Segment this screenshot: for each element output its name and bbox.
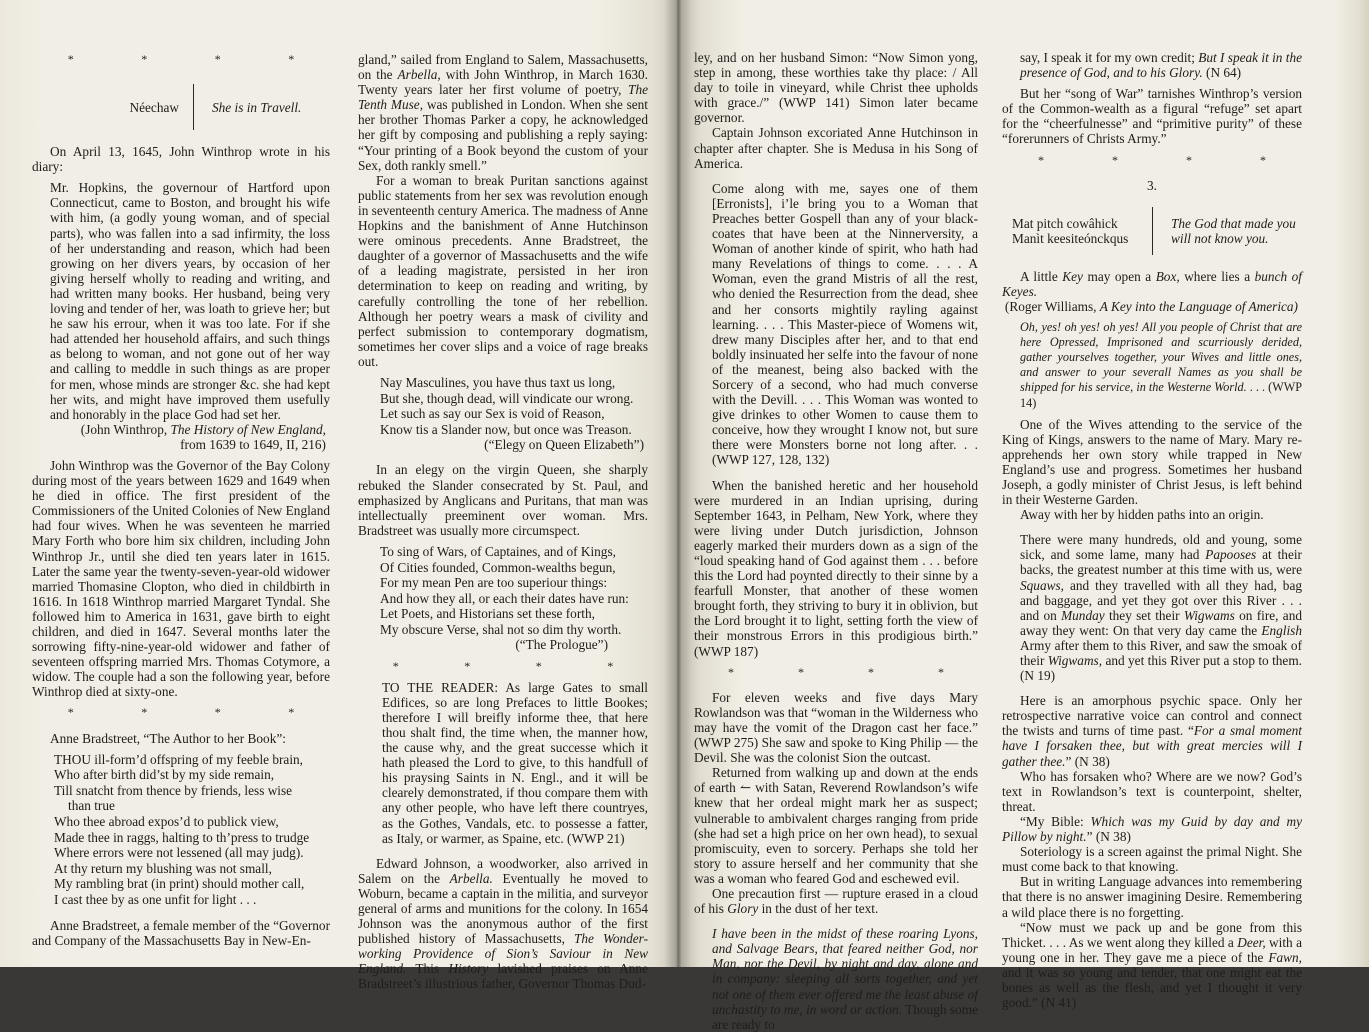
citation: (John Winthrop, The History of New England, <box>80 421 326 437</box>
paragraph: gland,” sailed from England to Salem, Massachusetts, on the Arbella, with John Winthrop, in March 1630. Twenty years later her first volume of poetry, The Tenth Muse, was published in London. When she sent her brother Thomas Parker a copy, he acknowledged her gift by composing and publishing a reply saying: “Your printing of a Book beyond the custom of your Sex, doth rankly smell.” <box>358 52 648 173</box>
glossary-entry <box>1002 207 1302 255</box>
right-column-1 <box>694 0 978 1032</box>
block-quote: Come along with me, sayes one of them [Erronists], i’le bring you to a Woman that Preaches better Gospell than any of your black-coates that have been at the Ninnerversity, a Woman of another kinde of spirit, who hath had many Revelations of things to come. . . . A Woman, even the grand Mistris of all the rest, who denied the Resurrection from the dead, shee and her consorts mightily rayling against learning. . . . This Master-piece of Womens wit, drew many Disciples after her, and to that end boldly insinuated her selfe into the favour of none of the meanest, being also backed with the Sorcery of a second, who had much converse with the Devill. . . . This Woman was wonted to give drinkes to other Women to cause them to conceive, how they wrought I know not, but sure there were Monsters borne not long after. . . (WWP 127, 128, 132) <box>712 180 978 468</box>
left-column-2 <box>358 0 648 992</box>
paragraph: In an elegy on the virgin Queen, she sharply rebuked the Slander consecrated by St. Paul, and emphasized by Anglicans and Puritans, that man was intellectually preeminent over woman. Mrs. Bradstreet was usually more circumspect. <box>358 462 648 538</box>
paragraph: For a woman to break Puritan sanctions against public statements from her sex was revolution enough in seventeenth century America. The madness of Anne Hopkins and the banishment of Anne Hutchinson were ominous precedents. Anne Bradstreet, the daughter of a governor of Massachusetts and the wife of a leading magistrate, persisted in her iron determination to keep on reading and writing, by carefully controlling the tone of her rebellion. Although her poetry wears a mask of civility and perfect submission to contemporary dogmatism, sometimes her cover slips and a voice of rage breaks out. <box>358 172 648 369</box>
glossary-native: Mat pitch cowâhick Manìt keesiteónckqus <box>1012 215 1129 246</box>
poem-verse: THOU ill-form’d offspring of my feeble brain, Who after birth did’st by my side remain, Till snatcht from thence by friends, less wise than true Who thee abroad expos’d to publick view, Made thee in raggs, halting to th’press to trudge Where errors were not lessened (all may judg). At thy return my blushing was not small, My rambling brat (in print) should mother call, I cast thee by as one unfit for light . . . <box>54 751 310 907</box>
citation: (Roger Williams, A Key into the Language of America) <box>1004 298 1298 314</box>
book-gutter-shadow <box>664 0 692 967</box>
section-break-stars: * * * * <box>67 705 295 720</box>
paragraph: When the banished heretic and her household were murdered in an Indian uprising, during September 1643, in Pelham, New York, where they were living under Dutch jurisdiction, Johnson eagerly marked their murders down as a sign of the “loud speaking hand of God against them . . . before this the Lord had poynted directly to their sinne by a fearfull Monster, that another of these women brought forth, they striving to bury it in oblivion, but the Lord brought it to light, setting forth the view of their monstrous Errors in this prodigious birth.” (WWP 187) <box>694 477 978 659</box>
paragraph: Anne Bradstreet, “The Author to her Book”: <box>50 730 286 746</box>
paragraph: For eleven weeks and five days Mary Rowlandson was that “woman in the Wilderness who may have the vomit of the Dragon cast her face.” (WWP 275) She saw and spoke to King Philip — the Devil. She was the colonist Sion the outcast. <box>694 689 978 766</box>
section-break-stars: * * * * <box>728 664 944 679</box>
citation: (“The Prologue”) <box>515 637 608 653</box>
paragraph: Soteriology is a screen against the primal Night. She must come back to that knowing. <box>1002 844 1302 875</box>
right-page <box>680 0 1369 1032</box>
left-column-1 <box>32 0 330 948</box>
section-break-stars: * * * * <box>392 658 614 673</box>
section-break-stars: * * * * <box>67 52 295 66</box>
left-page <box>0 0 680 992</box>
glossary-english: The God that made you will not know you. <box>1171 215 1296 246</box>
paragraph: But her “song of War” tarnishes Winthrop’s version of the Common-wealth as a figural “refuge” set apart for the “cheerfulnesse” and “primitive purity” of these “forerunners of Christs Army.” <box>1002 86 1302 147</box>
paragraph: Here is an amorphous psychic space. Only her retrospective narrative voice can control and connect the twists and turns of time past. “For a smal moment have I forsaken thee, but with great mercies will I gather thee.” (N 38) <box>1002 693 1302 769</box>
epigraph: A little Key may open a Box, where lies a bunch of Keyes. <box>1002 268 1302 299</box>
paragraph: But in writing Language advances into remembering that there is no answer imagining Desire. Remembering a wild place there is no forgetting. <box>1002 874 1302 920</box>
paragraph: Anne Bradstreet, a female member of the “Governor and Company of the Massachusetts Bay in New-En- <box>32 917 330 948</box>
paragraph: Returned from walking up and down at the ends of earth ↼ with Satan, Reverend Rowlandson’s wife knew that her ordeal might mark her as suspect; vulnerable to ambivalent charges ranging from pride (she had set a high price on her own head), to sexual promiscuity, even to sorcery. Perhaps she told her story to assure herself and her community that she was a woman who feared God and eschewed evil. <box>694 765 978 886</box>
poem-verse: Nay Masculines, you have thus taxt us long, But she, though dead, will vindicate our wrong. Let such as say our Sex is void of Reason, Know tis a Slander now, but once was Treason. <box>380 374 634 437</box>
block-quote: Oh, yes! oh yes! oh yes! All you people of Christ that are here Opressed, Imprisoned and scurriously derided, gather yourselves together, your Wives and little ones, and answer to your severall Names as you shall be shipped for his service, in the Westerne World. . . . (WWP 14) <box>1020 320 1303 410</box>
glossary-english: She is in Travell. <box>212 99 302 115</box>
block-quote: say, I speak it for my own credit; But I speak it in the presence of God, and to his Glory. (N 64) <box>1020 50 1302 81</box>
paragraph: On April 13, 1645, John Winthrop wrote in his diary: <box>32 144 330 175</box>
section-break-stars: * * * * <box>1038 152 1266 167</box>
section-number: 3. <box>1147 177 1157 193</box>
citation-line-2: from 1639 to 1649, II, 216) <box>180 436 326 452</box>
citation: (“Elegy on Queen Elizabeth”) <box>484 437 644 453</box>
paragraph: One precaution first — rupture erased in a cloud of his Glory in the dust of her text. <box>694 885 978 917</box>
paragraph: Who has forsaken who? Where are we now? God’s text in Rowlandson’s text is counterpoint, shelter, threat. <box>1002 768 1302 814</box>
paragraph: “Now must we pack up and be gone from this Thicket. . . . As we went along they killed a Deer, with a young one in her. They gave me a piece of the Fawn, and it was so young and tender, that one might eat the bones as well as the flesh, and yet I thought it very good.” (N 41) <box>1002 919 1302 1011</box>
paragraph: “My Bible: Which was my Guid by day and my Pillow by night.” (N 38) <box>1002 813 1302 845</box>
glossary-native: Néechaw <box>129 99 179 115</box>
block-quote: I have been in the midst of these roaring Lyons, and Salvage Bears, that feared neither God, nor Man, nor the Devil, by night and day, alone and in company: sleeping all sorts together, and yet not one of them ever offered me the least abuse of unchastity to me, in word or action. Though some are ready to <box>712 926 978 1032</box>
paragraph: Edward Johnson, a woodworker, also arrived in Salem on the Arbella. Eventually he moved to Woburn, became a captain in the militia, and surveyor general of arms and munitions for the colony. In 1654 Johnson was the anonymous author of the first published history of Massachusetts, The Wonder-working Providence of Sion’s Saviour in New England. This History lavished praises on Anne Bradstreet’s illustrious father, Governor Thomas Dud- <box>358 855 649 992</box>
block-quote: Mr. Hopkins, the governour of Hartford upon Connecticut, came to Boston, and brought his wife with him, (a godly young woman, and of special parts), who was fallen into a sad infirmity, the loss of her understanding and reason, which had been growing on her divers years, by occasion of her giving herself wholly to reading and writing, and had written many books. Her husband, being very loving and tender of her, was loath to grieve her; but he saw his errour, when it was too late. For if she had attended her household affairs, and such things as belong to woman, and not gone out of her way and calling to meddle in such things as are proper for men, whose minds are stronger &c. she had kept her wits, and might have improved them usefully and honorably in the place God had set her. <box>50 180 330 422</box>
paragraph: Captain Johnson excoriated Anne Hutchinson in chapter after chapter. She is Medusa in his Song of America. <box>694 125 978 171</box>
paragraph: One of the Wives attending to the service of the King of Kings, answers to the name of Mary. Mary re-apprehends her own story while trapped in New England’s use and progress. Sometimes her husband Joseph, a godly minister of Christ Jesus, is left behind in their Westerne Garden. <box>1002 416 1302 508</box>
paragraph: Away with her by hidden paths into an origin. <box>1020 507 1264 523</box>
block-quote: TO THE READER: As large Gates to small Edifices, so are long Prefaces to little Bookes; therefore I will breifly informe thee, that here thou shalt find, the time when, the manner how, the cause why, and the great successe which it hath pleased the Lord to give, to this handfull of his praysing Saints in N. Engl., and it will be clearely demonstrated, if thou compare them with any other people, who have left there countryes, as the Gothes, Vandals, etc. to possesse a fatter, as Italy, or warmer, as Spaine, etc. (WWP 21) <box>382 679 648 846</box>
poem-verse: To sing of Wars, of Captaines, and of Kings, Of Cities founded, Common-wealths begun, For my mean Pen are too superiour things: And how they all, or each their dates have run: Let Poets, and Historians set these forth, My obscure Verse, shal not so dim thy worth. <box>380 543 629 637</box>
glossary-entry <box>82 84 330 130</box>
block-quote: There were many hundreds, old and young, some sick, and some lame, many had Papooses at their backs, the greatest number at this time with us, were Squaws, and they travelled with all they had, bag and baggage, and yet they got over this River . . . and on Munday they set their Wigwams on fire, and away they went: On that very day came the English Army after them to this River, and saw the smoak of their Wigwams, and yet this River put a stop to them. (N 19) <box>1020 532 1302 684</box>
paragraph: John Winthrop was the Governor of the Bay Colony during most of the years between 1629 and 1649 when he died in office. The first president of the Commissioners of the United Colonies of New England had four wives. When he was seventeen he married Mary Forth who bore him six children, including John Winthrop Jr., until she died ten years later in 1615. Later the same year the twenty-seven-year-old widower married Thomasine Clopton, who died in childbirth in 1616. In 1618 Winthrop married Margaret Tyndal. She followed him to America in 1631, gave birth to eight children, and died in 1647. Several months later the sorrowing fifty-nine-year-old widower and father of seventeen offspring married Mrs. Thomas Cotymore, a widow. The couple had a son the following year, before Winthrop died at sixty-one. <box>32 457 330 700</box>
paragraph: ley, and on her husband Simon: “Now Simon yong, step in among, these worthies take thy place: / All day to toile in vineyard, while Christ thee upholds with grace./” (WWP 141) Simon later became governor. <box>694 50 978 126</box>
right-column-2 <box>1002 0 1302 1010</box>
